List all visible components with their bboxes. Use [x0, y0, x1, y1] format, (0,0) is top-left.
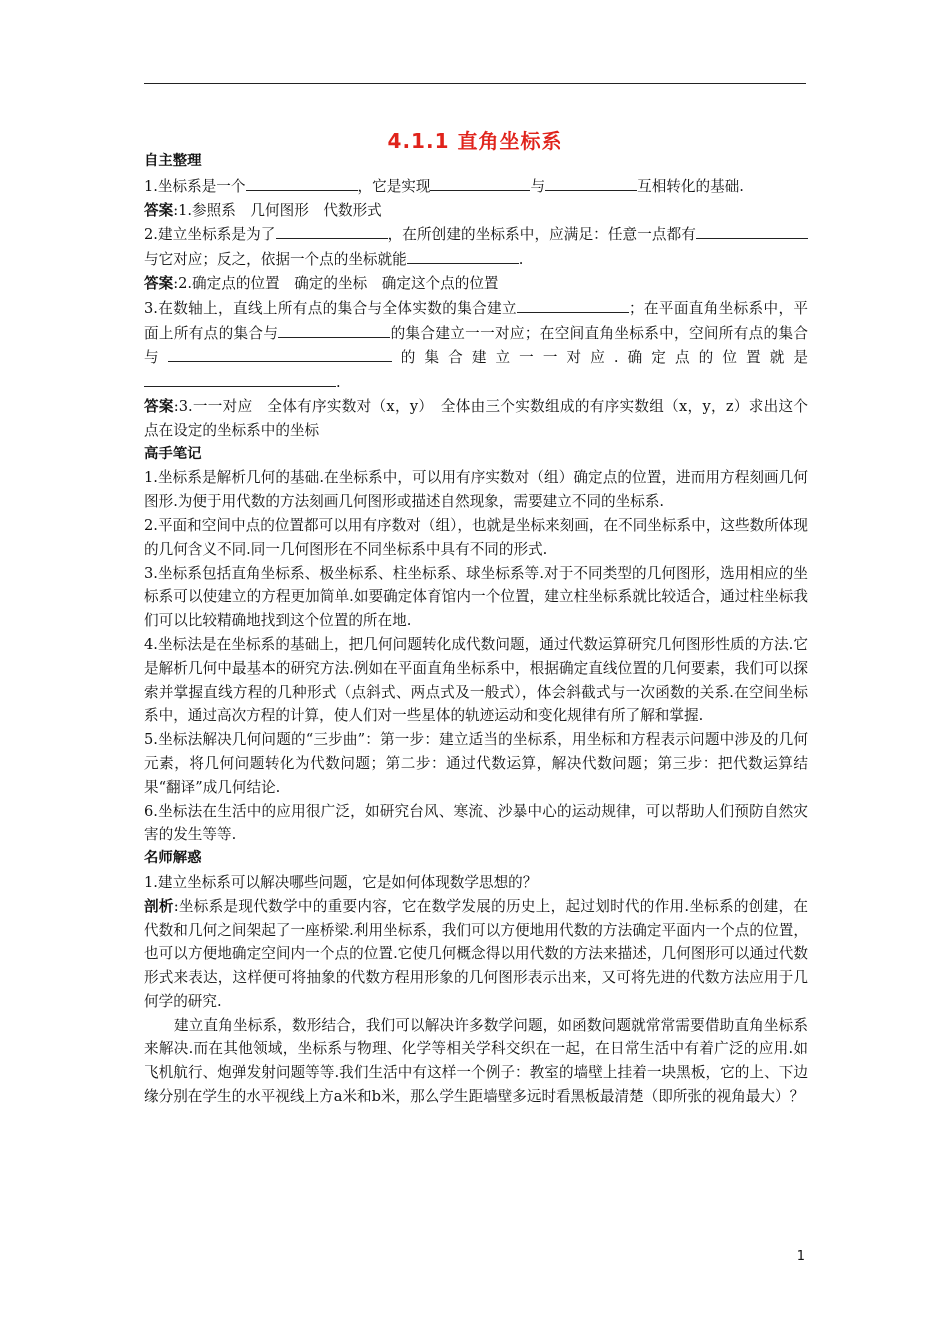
q2-blank-3	[407, 247, 519, 264]
section-heading-mingshi: 名师解惑	[144, 850, 202, 867]
q3-blank-1	[517, 296, 629, 313]
header-rule	[144, 83, 806, 84]
faq-question-1: 1.建立坐标系可以解决哪些问题，它是如何体现数学思想的？	[144, 873, 538, 891]
q1-blank-1	[246, 174, 358, 191]
section-heading-zizhu: 自主整理	[144, 153, 202, 169]
answer-2	[144, 272, 808, 296]
analysis-paragraph-2: 建立直角坐标系，数形结合，我们可以解决许多数学问题，如函数问题就常常需要借助直角坐标系来解决.而在其他领域，坐标系与物理、化学等相关学科交织在一起，在日常生活中有着广泛的应用.如飞机航行、炮弹发射问题等等.我们生活中有这样一个例子：教室的墙壁上挂着一块黑板，它的上、下边缘分别在学生的水平视线上方a米和b米，那么学生距墙壁多远时看黑板最清楚（即所张的视角最大）？	[144, 1016, 808, 1106]
answer-3-text: :3.一一对应 全体有序实数对（x，y） 全体由三个实数组成的有序实数组（x，y，z）求出这个点在设定的坐标系中的坐标	[144, 397, 808, 439]
q1-blank-2	[430, 174, 530, 191]
q1-text-d: 互相转化的基础.	[637, 177, 744, 195]
q3-text-d: 的集合建立一一对应.确定点的位置就是	[391, 349, 808, 367]
answer-2-text: :2.确定点的位置 确定的坐标 确定这个点的位置	[173, 274, 499, 292]
analysis-label: 剖析	[144, 897, 174, 915]
note-5: 5.坐标法解决几何问题的“三步曲”：第一步：建立适当的坐标系，用坐标和方程表示问题中涉及的几何元素，将几何问题转化为代数问题；第二步：通过代数运算，解决代数问题；第三步：把代数运算结果“翻译”成几何结论.	[144, 731, 808, 796]
q3-text-e: .	[336, 374, 341, 392]
q3-blank-2	[278, 321, 390, 338]
q1-blank-3	[545, 174, 637, 191]
q1-text-c: 与	[530, 177, 546, 195]
document-body	[144, 150, 808, 1109]
page-title: 4.1.1 直角坐标系	[387, 129, 563, 153]
note-1: 1.坐标系是解析几何的基础.在坐标系中，可以用有序实数对（组）确定点的位置，进而用方程刻画几何图形.为便于用代数的方法刻画几何图形或描述自然现象，需要建立不同的坐标系.	[144, 469, 808, 511]
q3-blank-4	[144, 370, 336, 387]
question-1	[144, 174, 808, 199]
answer-3	[144, 395, 808, 443]
q3-text-a: 3.在数轴上，直线上所有点的集合与全体实数的集合建立	[144, 299, 517, 317]
q3-blank-3	[168, 345, 392, 362]
answer-label: 答案	[144, 397, 174, 415]
q2-text-b: ，在所创建的坐标系中，应满足：任意一点都有	[387, 226, 696, 244]
answer-label: 答案	[144, 201, 174, 219]
q2-text-d: .	[518, 251, 524, 269]
q3-text-c: 的集合建立一一对应；在空间直角坐标系中，空间所有点的集合与	[144, 324, 808, 367]
q2-text-a: 2.建立坐标系是为了	[144, 226, 276, 244]
note-6: 6.坐标法在生活中的应用很广泛，如研究台风、寒流、沙暴中心的运动规律，可以帮助人们预防自然灾害的发生等等.	[144, 802, 808, 844]
note-4: 4.坐标法是在坐标系的基础上，把几何问题转化成代数问题，通过代数运算研究几何图形性质的方法.它是解析几何中最基本的研究方法.例如在平面直角坐标系中，根据确定直线位置的几何要素，我们可以探索并掌握直线方程的几种形式（点斜式、两点式及一般式），体会斜截式与一次函数的关系.在空间坐标系中，通过高次方程的计算，使人们对一些星体的轨迹运动和变化规律有所了解和掌握.	[144, 635, 808, 725]
q2-blank-2	[696, 222, 808, 239]
page-number: 1	[796, 1249, 805, 1264]
answer-1	[144, 199, 808, 223]
question-3	[144, 296, 808, 395]
q2-blank-1	[276, 222, 388, 239]
analysis-paragraph-1	[144, 895, 808, 1014]
question-2	[144, 222, 808, 272]
section-heading-gaoshou: 高手笔记	[144, 445, 202, 462]
q2-text-c: 与它对应；反之，依据一个点的坐标就能	[144, 251, 407, 269]
q3-text-b: ；在平面直角坐标系中，平面上所有点的集合与	[144, 299, 808, 342]
q1-text-b: ，它是实现	[357, 177, 431, 195]
analysis-1-text: :坐标系是现代数学中的重要内容，它在数学发展的历史上，起过划时代的作用.坐标系的创建，在代数和几何之间架起了一座桥梁.利用坐标系，我们可以方便地用代数的方法确定平面内一个点的位置，也可以方便地确定空间内一个点的位置.它使几何概念得以用代数的方法来描述，几何图形可以通过代数形式来表达，这样便可将抽象的代数方程用形象的几何图形表示出来，又可将先进的代数方法应用于几何学的研究.	[144, 897, 808, 1010]
answer-1-text: :1.参照系 几何图形 代数形式	[173, 201, 382, 219]
note-2: 2.平面和空间中点的位置都可以用有序数对（组），也就是坐标来刻画，在不同坐标系中，这些数所体现的几何含义不同.同一几何图形在不同坐标系中具有不同的形式.	[144, 516, 808, 558]
answer-label: 答案	[144, 274, 174, 292]
q1-text-a: 1.坐标系是一个	[144, 177, 246, 195]
note-3: 3.坐标系包括直角坐标系、极坐标系、柱坐标系、球坐标系等.对于不同类型的几何图形，选用相应的坐标系可以使建立的方程更加简单.如要确定体育馆内一个位置，建立柱坐标系就比较适合，通过柱坐标我们可以比较精确地找到这个位置的所在地.	[144, 564, 808, 630]
